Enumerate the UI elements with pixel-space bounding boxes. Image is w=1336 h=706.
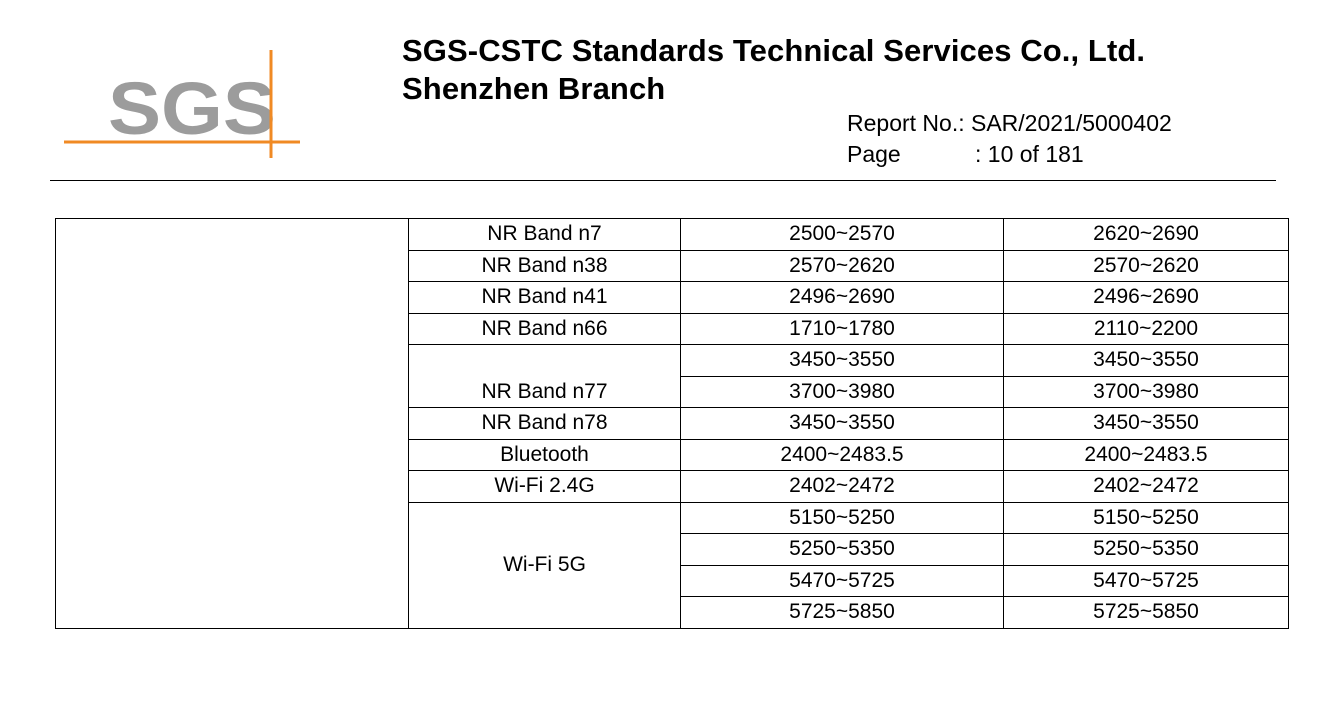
tx-range-cell: 1710~1780 (681, 313, 1004, 345)
band-cell: Wi-Fi 5G (409, 502, 681, 628)
rx-range-cell: 2570~2620 (1004, 250, 1289, 282)
frequency-band-table (55, 218, 1289, 629)
band-cell: NR Band n41 (409, 282, 681, 314)
tx-range-cell: 5250~5350 (681, 534, 1004, 566)
page-value: : 10 of 181 (975, 141, 1084, 167)
svg-text:SGS: SGS (108, 67, 276, 150)
tx-range-cell: 2500~2570 (681, 219, 1004, 251)
band-cell: NR Band n78 (409, 408, 681, 440)
tx-range-cell: 3450~3550 (681, 345, 1004, 377)
rx-range-cell: 3450~3550 (1004, 408, 1289, 440)
band-cell: NR Band n38 (409, 250, 681, 282)
tx-range-cell: 5725~5850 (681, 597, 1004, 629)
rx-range-cell: 2402~2472 (1004, 471, 1289, 503)
tx-range-cell: 3700~3980 (681, 376, 1004, 408)
tx-range-cell: 2402~2472 (681, 471, 1004, 503)
rx-range-cell: 5150~5250 (1004, 502, 1289, 534)
company-name (402, 32, 1145, 108)
rx-range-cell: 2620~2690 (1004, 219, 1289, 251)
tx-range-cell: 3450~3550 (681, 408, 1004, 440)
company-line-1: SGS-CSTC Standards Technical Services Co., Ltd. (402, 33, 1146, 68)
rx-range-cell: 3700~3980 (1004, 376, 1289, 408)
header-divider (50, 180, 1276, 181)
empty-category-cell (56, 219, 409, 629)
tx-range-cell: 5470~5725 (681, 565, 1004, 597)
rx-range-cell: 3450~3550 (1004, 345, 1289, 377)
band-cell: NR Band n66 (409, 313, 681, 345)
tx-range-cell: 5150~5250 (681, 502, 1004, 534)
tx-range-cell: 2400~2483.5 (681, 439, 1004, 471)
tx-range-cell: 2496~2690 (681, 282, 1004, 314)
report-info (847, 108, 1172, 170)
table-row (56, 219, 1289, 251)
report-number: Report No.: SAR/2021/5000402 (847, 110, 1172, 136)
band-cell: Bluetooth (409, 439, 681, 471)
band-cell: Wi-Fi 2.4G (409, 471, 681, 503)
band-cell (409, 345, 681, 377)
rx-range-cell: 5470~5725 (1004, 565, 1289, 597)
sgs-logo (64, 50, 304, 160)
rx-range-cell: 5725~5850 (1004, 597, 1289, 629)
rx-range-cell: 2400~2483.5 (1004, 439, 1289, 471)
band-cell: NR Band n77 (409, 376, 681, 408)
rx-range-cell: 5250~5350 (1004, 534, 1289, 566)
page-number (847, 139, 1172, 170)
tx-range-cell: 2570~2620 (681, 250, 1004, 282)
rx-range-cell: 2496~2690 (1004, 282, 1289, 314)
page-label: Page (847, 141, 901, 167)
rx-range-cell: 2110~2200 (1004, 313, 1289, 345)
company-line-2: Shenzhen Branch (402, 71, 666, 106)
band-cell: NR Band n7 (409, 219, 681, 251)
